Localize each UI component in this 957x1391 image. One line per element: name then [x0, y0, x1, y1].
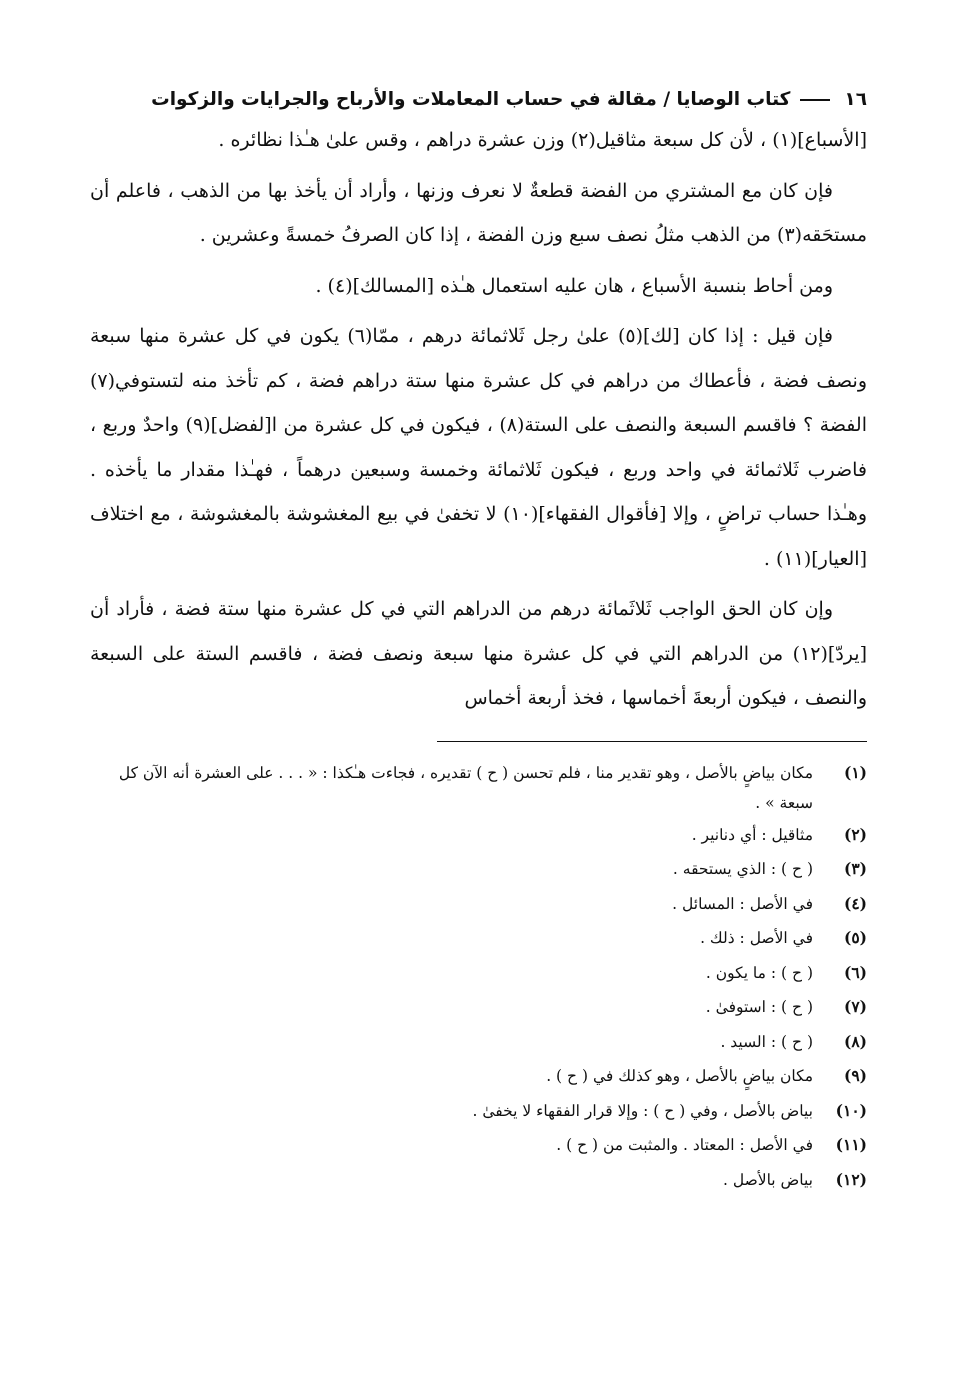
footnote-text: ( ح ) : الذي يستحقه . — [672, 860, 813, 878]
footnote-number: (٥) — [843, 928, 867, 947]
footnote-number: (١١) — [835, 1135, 867, 1154]
footnote-number: (٩) — [843, 1066, 867, 1085]
header-title: كتاب الوصايا / مقالة في حساب المعاملات والأرباح والجرايات والزكوات — [151, 89, 791, 110]
footnote-text: ( ح ) : السيد . — [720, 1032, 813, 1051]
footnote — [90, 852, 867, 887]
footnote-text: ( ح ) : استوفىٰ . — [705, 998, 813, 1016]
footnote-text: مثاقيل : أي دنانير . — [691, 825, 813, 844]
paragraph: فإن كان مع المشتري من الفضة قطعةٌ لا نعرف وزنها ، وأراد أن يأخذ بها من الذهب ، فاعلم أن مستحَقه(٣) من الذهب مثلُ نصف سبع وزن الفضة ، إذا كان الصرفُ خمسةً وعشرين . — [90, 179, 867, 246]
paragraph: وإن كان الحق الواجب ثَلاثَمائة درهم من الدراهم التي في كل عشرة منها ستة فضة ، فأراد أن [يردّ](١٢) من الدراهم التي في كل عشرة منها سبعة ونصف فضة ، فاقسم الستة على السبعة والنصف ، فيكون أربعةَ أخماسها ، فخذ أربعة أخماس — [90, 598, 867, 709]
footnote — [90, 756, 867, 818]
footnote — [90, 818, 867, 853]
footnote-separator — [437, 741, 867, 742]
footnote — [90, 921, 867, 956]
footnote — [90, 1163, 867, 1198]
paragraph-continuation: [الأسباع](١) ، لأن كل سبعة مثاقيل(٢) وزن عشرة دراهم ، وقس علىٰ هـٰذا نظائره . — [218, 129, 867, 151]
footnote-number: (١) — [843, 762, 867, 782]
footnote-text: في الأصل : المسائل . — [672, 894, 813, 913]
footnote-number: (٣) — [843, 859, 867, 878]
footnote-number: (٧) — [843, 997, 867, 1016]
footnote-number: (٦) — [843, 962, 867, 982]
footnote-text: ( ح ) : ما يكون . — [705, 963, 813, 982]
header-dash-rule — [800, 99, 830, 101]
page-number: ١٦ — [844, 89, 867, 110]
book-page — [90, 82, 867, 1351]
paragraph: ومن أحاط بنسبة الأسباع ، هان عليه استعمال هـٰذه [المسالك](٤) . — [315, 274, 833, 297]
footnote — [90, 1025, 867, 1060]
footnote-text: مكان بياضٍ بالأصل ، وهو كذلك في ( ح ) . — [546, 1067, 813, 1085]
footnote — [90, 1094, 867, 1129]
footnote-text: بياض بالأصل ، وفي ( ح ) : وإلا قرار الفقهاء لا يخفىٰ . — [472, 1101, 813, 1120]
footnote-number: (٨) — [843, 1031, 867, 1051]
footnote-number: (٤) — [843, 893, 867, 913]
footnote-text: بياض بالأصل . — [722, 1170, 813, 1189]
running-header — [90, 82, 867, 118]
main-text — [90, 118, 867, 721]
footnote-separator-wrap — [90, 741, 867, 742]
footnote-number: (١٢) — [835, 1169, 867, 1189]
footnote — [90, 956, 867, 991]
footnote-text: في الأصل : ذلك . — [700, 929, 813, 947]
footnote-number: (٢) — [843, 824, 867, 844]
footnote — [90, 1128, 867, 1163]
footnote — [90, 990, 867, 1025]
footnote — [90, 1059, 867, 1094]
paragraph: فإن قيل : إذا كان [لك](٥) علىٰ رجل ثَلاثمائة درهم ، ممّا(٦) يكون في كل عشرة منها سبعة ونصف فضة ، فأعطاك من دراهم في كل عشرة منها ستة دراهم فضة ، كم تأخذ منه لتستوفي(٧) الفضة ؟ فاقسم السبعة والنصف على الستة(٨) ، فيكون في كل عشرة من ا[لفضل](٩) واحدٌ وربع ، فاضرب ثَلاثمائة في واحد وربع ، فيكون ثَلاثمائة وخمسة وسبعين درهماً ، فهـٰذا مقدار ما يأخذه . وهـٰذا حساب تراضٍ ، وإلا [فأقوال الفقهاء](١٠) لا تخفىٰ في بيع المغشوشة بالمغشوشة ، مع اختلاف [العيار](١١) . — [90, 325, 868, 570]
footnote — [90, 887, 867, 922]
footnote-text: مكان بياضٍ بالأصل ، وهو تقدير منا ، فلم تحسن ( ح ) تقديره ، فجاءت هـٰكذا : « . . . على العشرة أنه الآن كل سبعة » . — [118, 763, 813, 812]
footnote-text: في الأصل : المعتاد . والمثبت من ( ح ) . — [556, 1136, 813, 1154]
footnote-number: (١٠) — [835, 1100, 867, 1120]
footnotes — [90, 756, 867, 1198]
